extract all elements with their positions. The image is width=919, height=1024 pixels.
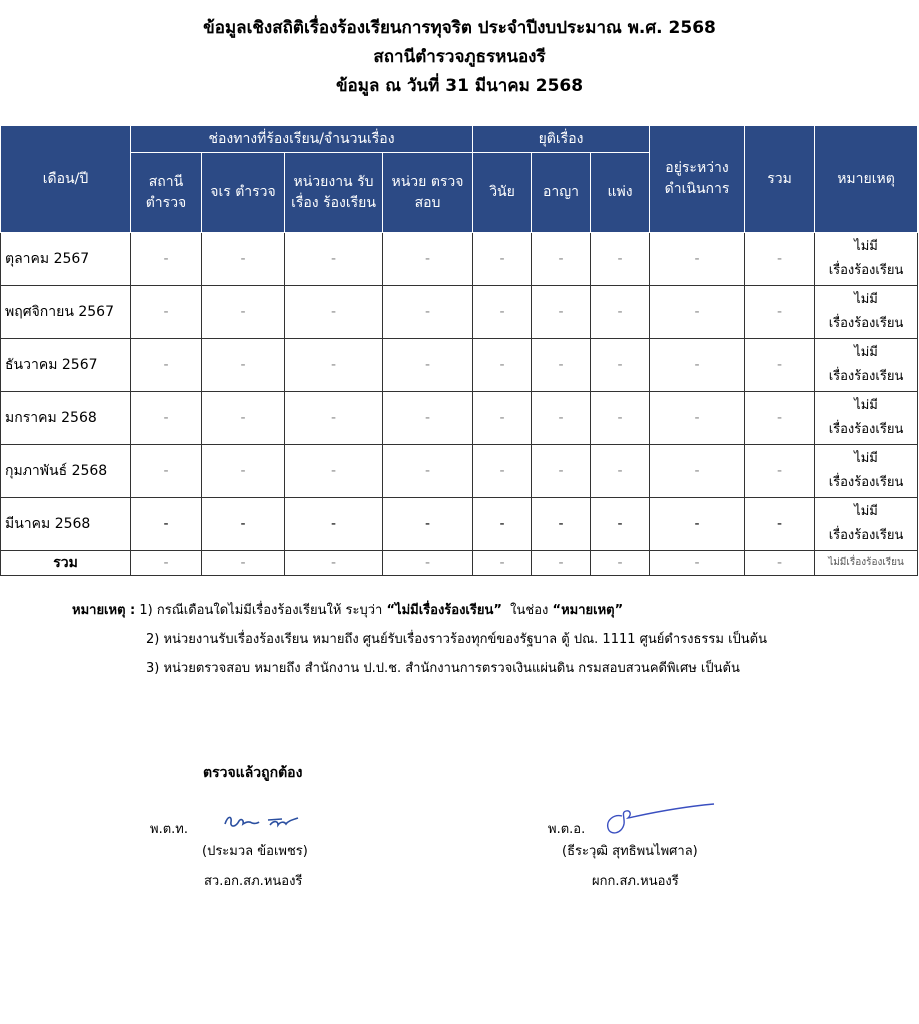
row-month: ตุลาคม 2567 [1,233,131,286]
total-value: - [591,551,650,576]
table-row [1,339,918,392]
note-2: 2) หน่วยงานรับเรื่องร้องเรียน หมายถึง ศูนย์รับเรื่องราวร้องทุกข์ของรัฐบาล ตู้ ปณ. 1111 ศูนย์ดำรงธรรม เป็นต้น [146,632,767,647]
row-value: - [532,498,591,551]
header-patrol: จเร ตำรวจ [202,153,285,233]
row-remark-line-1: ไม่มี [854,292,878,307]
row-value: - [532,392,591,445]
row-value: - [473,233,532,286]
header-pending: อยู่ระหว่าง ดำเนินการ [650,126,745,233]
row-remark [815,286,918,339]
row-value: - [473,498,532,551]
row-value: - [745,392,815,445]
total-value: - [202,551,285,576]
header-audit: หน่วย ตรวจสอบ [383,153,473,233]
row-value: - [473,286,532,339]
signer-right-name: (ธีระวุฒิ สุทธิพนไพศาล) [562,844,698,859]
row-value: - [591,392,650,445]
row-value: - [202,392,285,445]
row-value: - [532,445,591,498]
complaint-statistics-table [0,125,918,576]
row-value: - [745,286,815,339]
notes-label: หมายเหตุ : [72,603,136,618]
title-line-3: ข้อมูล ณ วันที่ 31 มีนาคม 2568 [335,76,584,96]
row-value: - [202,445,285,498]
title-line-1: ข้อมูลเชิงสถิติเรื่องร้องเรียนการทุจริต ประจำปีงบประมาณ พ.ศ. 2568 [203,18,716,38]
row-value: - [285,233,383,286]
row-month: ธันวาคม 2567 [1,339,131,392]
note-1-bold-2: “หมายเหตุ” [552,603,624,618]
total-value: - [473,551,532,576]
row-month: กุมภาพันธ์ 2568 [1,445,131,498]
row-value: - [745,339,815,392]
note-1-mid: ในช่อง [501,603,553,618]
header-civil: แพ่ง [591,153,650,233]
row-value: - [532,233,591,286]
row-remark-line-2: เรื่องร้องเรียน [828,422,904,437]
header-agency: หน่วยงาน รับเรื่อง ร้องเรียน [285,153,383,233]
note-1-text: 1) กรณีเดือนใดไม่มีเรื่องร้องเรียนให้ ระบุว่า [139,603,387,618]
total-value: - [285,551,383,576]
note-3: 3) หน่วยตรวจสอบ หมายถึง สำนักงาน ป.ป.ช. สำนักงานการตรวจเงินแผ่นดิน กรมสอบสวนคดีพิเศษ เป็นต้น [146,661,740,676]
row-remark [815,498,918,551]
row-remark-line-1: ไม่มี [854,239,878,254]
row-remark-line-2: เรื่องร้องเรียน [828,369,904,384]
header-month: เดือน/ปี [1,126,131,233]
row-value: - [202,233,285,286]
total-value: - [650,551,745,576]
row-value: - [650,392,745,445]
header-discipline: วินัย [473,153,532,233]
document-header [0,14,919,101]
title-line-2: สถานีตำรวจภูธรหนองรี [373,47,546,67]
note-1-bold-1: “ไม่มีเรื่องร้องเรียน” [386,603,502,618]
row-remark-line-1: ไม่มี [854,504,878,519]
row-remark-line-2: เรื่องร้องเรียน [828,263,904,278]
signature-block-right [548,800,748,892]
row-remark [815,445,918,498]
row-month: พฤศจิกายน 2567 [1,286,131,339]
row-value: - [202,498,285,551]
table-row [1,445,918,498]
signer-left-rank: พ.ต.ท. [150,822,188,837]
signature-block-left [150,812,390,892]
note-1 [72,596,767,625]
row-value: - [285,498,383,551]
row-value: - [131,286,202,339]
total-remark: ไม่มีเรื่องร้องเรียน [815,551,918,576]
row-value: - [745,445,815,498]
row-value: - [131,233,202,286]
table-total-row [1,551,918,576]
row-remark-line-2: เรื่องร้องเรียน [828,316,904,331]
table-row [1,392,918,445]
header-remark: หมายเหตุ [815,126,918,233]
row-value: - [650,498,745,551]
row-remark-line-1: ไม่มี [854,451,878,466]
row-value: - [383,392,473,445]
row-value: - [591,286,650,339]
signer-left-position: สว.อก.สภ.หนองรี [204,874,303,889]
row-month: มกราคม 2568 [1,392,131,445]
total-value: - [745,551,815,576]
row-value: - [383,233,473,286]
header-criminal: อาญา [532,153,591,233]
table-row [1,498,918,551]
row-value: - [383,498,473,551]
row-month: มีนาคม 2568 [1,498,131,551]
row-value: - [591,233,650,286]
table-row [1,233,918,286]
row-remark [815,392,918,445]
total-label: รวม [1,551,131,576]
row-value: - [745,233,815,286]
row-value: - [131,445,202,498]
header-total: รวม [745,126,815,233]
row-value: - [650,286,745,339]
row-value: - [473,392,532,445]
row-remark-line-2: เรื่องร้องเรียน [828,528,904,543]
row-remark-line-2: เรื่องร้องเรียน [828,475,904,490]
signer-right-position: ผกก.สภ.หนองรี [592,874,679,889]
row-value: - [131,392,202,445]
row-value: - [202,339,285,392]
table-row [1,286,918,339]
row-value: - [131,339,202,392]
signature-right-icon [600,802,720,840]
header-group-channels: ช่องทางที่ร้องเรียน/จำนวนเรื่อง [131,126,473,153]
row-value: - [202,286,285,339]
header-station: สถานี ตำรวจ [131,153,202,233]
verified-label: ตรวจแล้วถูกต้อง [203,765,303,781]
total-value: - [532,551,591,576]
row-remark-line-1: ไม่มี [854,345,878,360]
row-value: - [591,445,650,498]
row-value: - [383,445,473,498]
notes-section [72,596,767,683]
row-value: - [473,339,532,392]
row-value: - [285,339,383,392]
row-value: - [650,445,745,498]
row-value: - [131,498,202,551]
row-value: - [745,498,815,551]
signer-right-rank: พ.ต.อ. [548,822,586,837]
row-remark [815,233,918,286]
row-value: - [383,339,473,392]
row-value: - [532,339,591,392]
row-value: - [285,445,383,498]
row-remark [815,339,918,392]
row-value: - [473,445,532,498]
row-value: - [591,498,650,551]
row-value: - [285,286,383,339]
total-value: - [383,551,473,576]
signature-left-icon [222,812,302,834]
header-group-closed: ยุติเรื่อง [473,126,650,153]
row-value: - [650,339,745,392]
row-value: - [532,286,591,339]
row-remark-line-1: ไม่มี [854,398,878,413]
signer-left-name: (ประมวล ข้อเพชร) [202,844,308,859]
row-value: - [591,339,650,392]
total-value: - [131,551,202,576]
row-value: - [650,233,745,286]
row-value: - [285,392,383,445]
row-value: - [383,286,473,339]
